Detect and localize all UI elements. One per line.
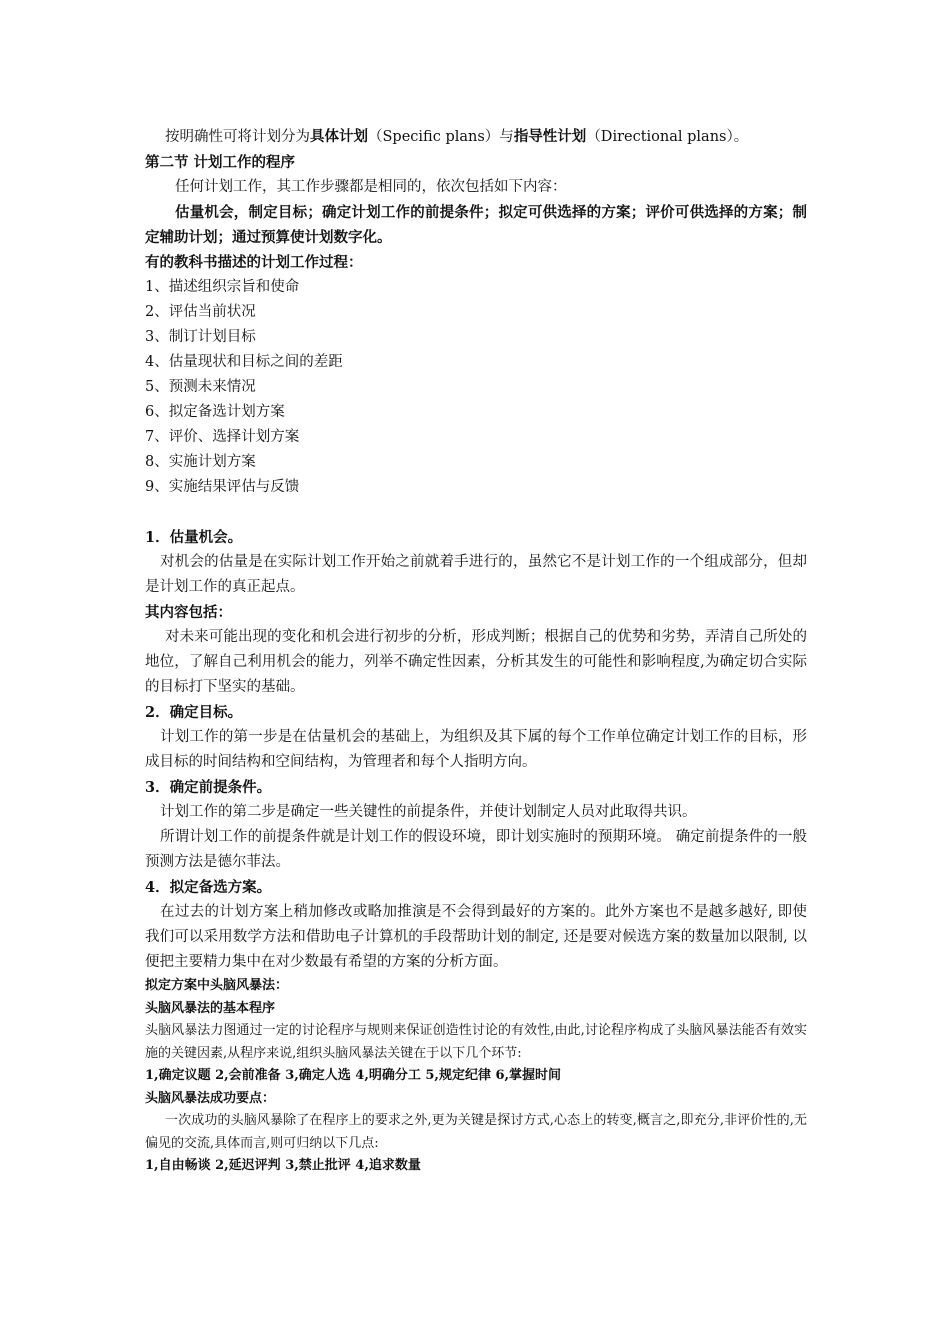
list-item: 4、估量现状和目标之间的差距 bbox=[145, 354, 343, 370]
brainstorm-heading: 拟定方案中头脑风暴法： bbox=[145, 978, 289, 993]
brainstorm-success-text: 一次成功的头脑风暴除了在程序上的要求之外,更为关键是探讨方式,心态上的转变,概言之,即充分,非评价性的,无偏见的交流,具体而言,则可归纳以下几点: bbox=[145, 1113, 807, 1151]
general-steps-intro: 任何计划工作，其工作步骤都是相同的，依次包括如下内容： bbox=[175, 179, 567, 195]
brainstorm-procedure-heading: 头脑风暴法的基本程序 bbox=[145, 1000, 276, 1016]
brainstorm-procedure-steps: 1,确定议题 2,会前准备 3,确定人选 4,明确分工 5,规定纪律 6,掌握时间 bbox=[145, 1068, 562, 1083]
s2-heading: 2．确定目标。 bbox=[145, 704, 243, 721]
s1-content: 对未来可能出现的变化和机会进行初步的分析，形成判断；根据自己的优势和劣势，弄清自己所处的地位，了解自己利用机会的能力，列举不确定性因素，分析其发生的可能性和影响程度,为确定切合实际的目标打下坚实的基础。 bbox=[145, 629, 807, 695]
list-item: 8、实施计划方案 bbox=[145, 454, 256, 470]
s2-paragraph: 计划工作的第一步是在估量机会的基础上，为组织及其下属的每个工作单位确定计划工作的目标，形成目标的时间结构和空间结构，为管理者和每个人指明方向。 bbox=[145, 729, 807, 770]
list-item: 5、预测未来情况 bbox=[145, 379, 256, 395]
intro-text-end: （Directional plans）。 bbox=[586, 129, 749, 145]
list-item: 2、评估当前状况 bbox=[145, 304, 256, 320]
s4-paragraph: 在过去的计划方案上稍加修改或略加推演是不会得到最好的方案的。此外方案也不是越多越好, 即使我们可以采用数学方法和借助电子计算机的手段帮助计划的制定, 还是要对候选方案的数量加以限制, 以便把主要精力集中在对少数最有希望的方案的分析方面。 bbox=[145, 904, 807, 970]
s1-content-heading: 其内容包括： bbox=[145, 604, 232, 621]
brainstorm-success-points: 1,自由畅谈 2,延迟评判 3,禁止批评 4,追求数量 bbox=[145, 1158, 421, 1173]
intro-text: 按明确性可将计划分为 bbox=[165, 129, 310, 145]
s3-heading: 3．确定前提条件。 bbox=[145, 779, 272, 796]
textbook-steps-list bbox=[145, 275, 807, 500]
section-title: 第二节 计划工作的程序 bbox=[145, 154, 296, 171]
list-item: 6、拟定备选计划方案 bbox=[145, 404, 285, 420]
s3-paragraph-1: 计划工作的第二步是确定一些关键性的前提条件，并使计划制定人员对此取得共识。 bbox=[160, 804, 697, 820]
textbook-heading: 有的教科书描述的计划工作过程： bbox=[145, 254, 363, 271]
list-item: 1、描述组织宗旨和使命 bbox=[145, 279, 300, 295]
brainstorm-success-heading: 头脑风暴法成功要点： bbox=[145, 1090, 276, 1106]
blank-line bbox=[145, 500, 807, 525]
intro-text-mid: （Specific plans）与 bbox=[368, 129, 514, 145]
brainstorm-procedure-text: 头脑风暴法力图通过一定的讨论程序与规则来保证创造性讨论的有效性,由此,讨论程序构成了头脑风暴法能否有效实施的关键因素,从程序来说,组织头脑风暴法关键在于以下几个环节: bbox=[145, 1023, 807, 1061]
s1-heading: 1．估量机会。 bbox=[145, 529, 243, 546]
s1-paragraph: 对机会的估量是在实际计划工作开始之前就着手进行的，虽然它不是计划工作的一个组成部分，但却是计划工作的真正起点。 bbox=[145, 554, 807, 595]
list-item: 9、实施结果评估与反馈 bbox=[145, 479, 300, 495]
s3-paragraph-2: 所谓计划工作的前提条件就是计划工作的假设环境，即计划实施时的预期环境。 确定前提条件的一般预测方法是德尔菲法。 bbox=[145, 829, 807, 870]
general-steps: 估量机会，制定目标；确定计划工作的前提条件；拟定可供选择的方案；评价可供选择的方案；制定辅助计划；通过预算使计划数字化。 bbox=[145, 204, 807, 246]
specific-plans-term: 具体计划 bbox=[310, 128, 368, 145]
intro-paragraph bbox=[145, 124, 807, 150]
directional-plans-term: 指导性计划 bbox=[513, 128, 587, 145]
list-item: 3、制订计划目标 bbox=[145, 329, 256, 345]
s4-heading: 4．拟定备选方案。 bbox=[145, 879, 272, 896]
list-item: 7、评价、选择计划方案 bbox=[145, 429, 300, 445]
document-body bbox=[145, 124, 807, 1178]
